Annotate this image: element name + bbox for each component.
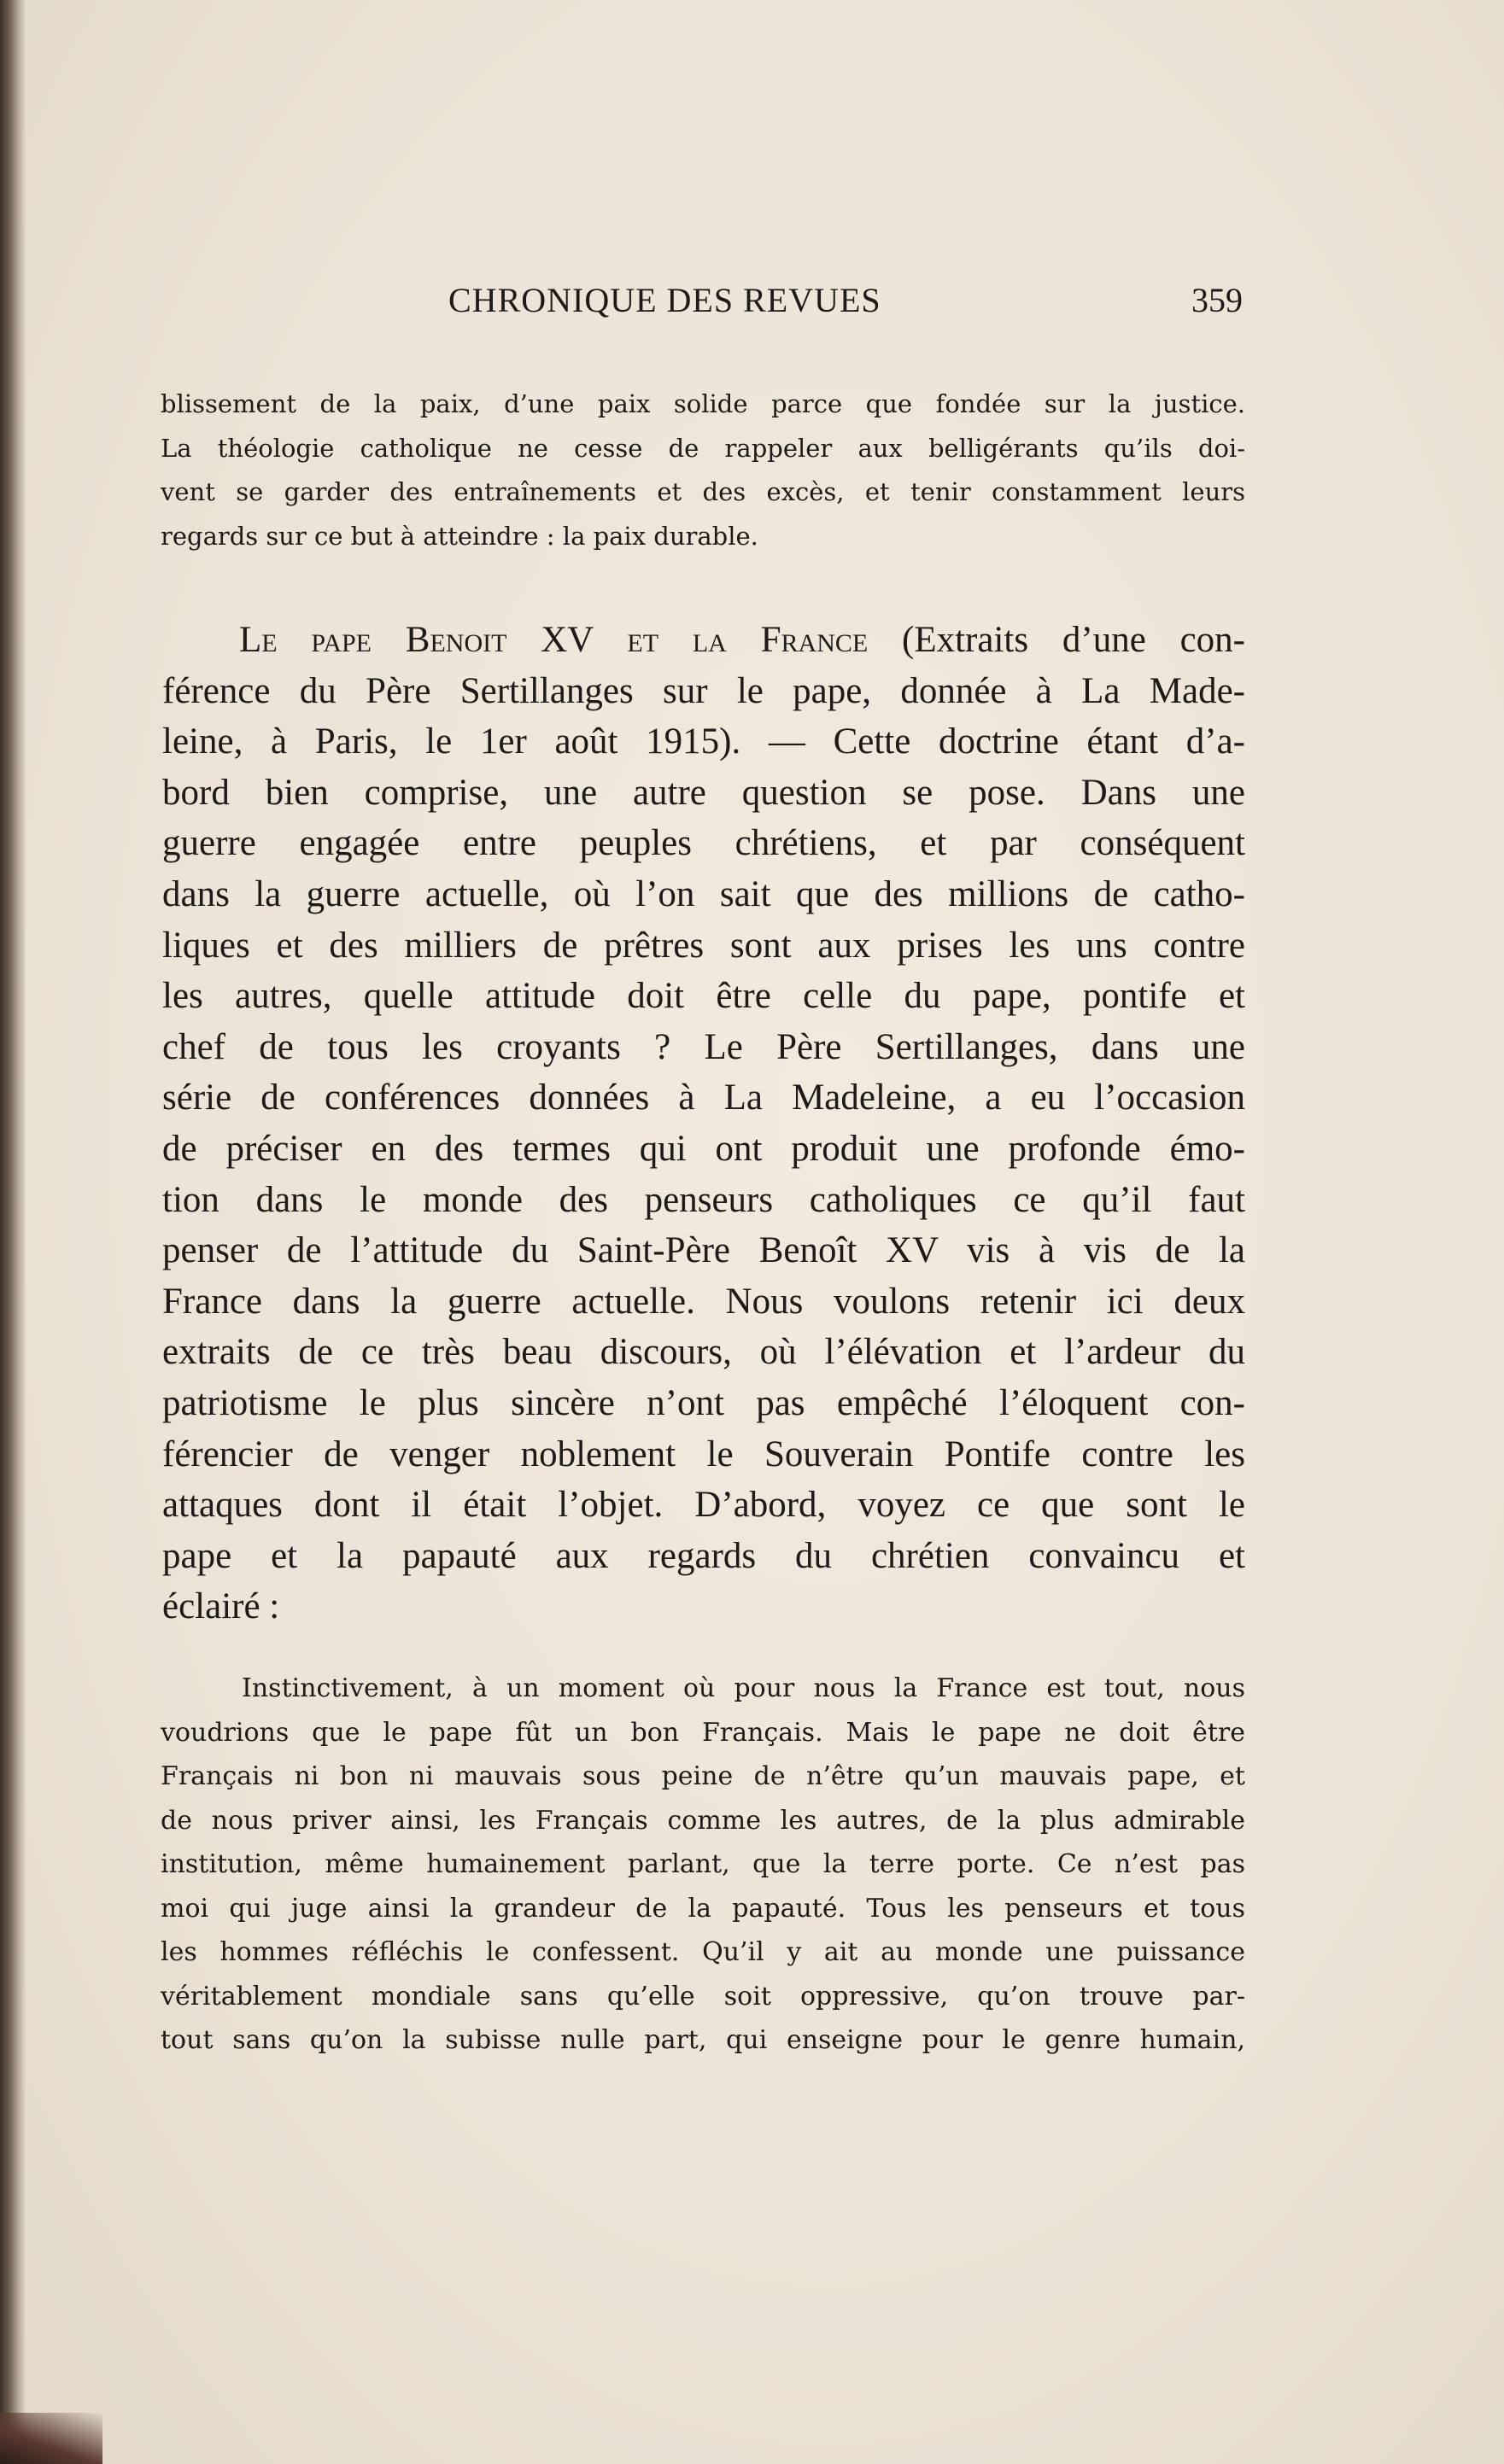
text-line: tout sans qu’on la subisse nulle part, qui enseigne pour le genre humain, [161,2025,1245,2055]
text-line: moi qui juge ainsi la grandeur de la papauté. Tous les penseurs et tous [161,1893,1245,1924]
text-line: penser de l’attitude du Saint-Père Benoît XV vis à vis de la [162,1230,1245,1271]
section-heading: Le pape Benoit XV et la France [239,620,869,660]
text-line: les autres, quelle attitude doit être celle du pape, pontife et [162,976,1245,1017]
text-line: pape et la papauté aux regards du chrétien convaincu et [162,1535,1245,1576]
text-line: férencier de venger noblement le Souverain Pontife contre les [162,1433,1245,1474]
running-head: CHRONIQUE DES REVUES [448,281,881,319]
text-line: dans la guerre actuelle, où l’on sait que des millions de catho- [162,873,1245,914]
page-corner-shadow [0,2413,102,2464]
text-line: série de conférences données à La Madeleine, a eu l’occasion [162,1077,1245,1118]
text-line: attaques dont il était l’objet. D’abord, voyez ce que sont le [162,1485,1245,1526]
text-line: voudrions que le pape fût un bon Français. Mais le pape ne doit être [161,1717,1245,1748]
text-line: France dans la guerre actuelle. Nous voulons retenir ici deux [162,1281,1245,1322]
text-line: Instinctivement, à un moment où pour nous la France est tout, nous [242,1673,1245,1703]
page-header [162,280,1243,323]
paragraph-first-line [162,615,1245,666]
text-line: La théologie catholique ne cesse de rappeler aux belligérants qu’ils doi- [161,433,1245,463]
paragraph-continued [161,382,1245,558]
text-line: extraits de ce très beau discours, où l’élévation et l’ardeur du [162,1332,1245,1373]
paragraph-benoit-xv [162,615,1245,1632]
text-line: de nous priver ainsi, les Français comme les autres, de la plus admirable [161,1805,1245,1836]
text-line: guerre engagée entre peuples chrétiens, et par conséquent [162,823,1245,864]
heading-continuation: (Extraits d’une con- [868,620,1245,660]
text-line: institution, même humainement parlant, que la terre porte. Ce n’est pas [161,1849,1245,1879]
text-line: leine, à Paris, le 1er août 1915). — Cette doctrine étant d’a- [162,721,1245,762]
text-line: férence du Père Sertillanges sur le pape, donnée à La Made- [162,670,1245,711]
text-line: de préciser en des termes qui ont produit une profonde émo- [162,1128,1245,1169]
text-line: les hommes réfléchis le confessent. Qu’il y ait au monde une puissance [161,1937,1245,1967]
text-line: liques et des milliers de prêtres sont aux prises les uns contre [162,925,1245,966]
text-line: éclairé : [162,1586,280,1627]
text-line: véritablement mondiale sans qu’elle soit oppressive, qu’on trouve par- [161,1981,1245,2011]
text-line: vent se garder des entraînements et des excès, et tenir constamment leurs [161,477,1245,506]
text-line: tion dans le monde des penseurs catholiques ce qu’il faut [162,1179,1245,1220]
text-line: chef de tous les croyants ? Le Père Sertillanges, dans une [162,1026,1245,1067]
text-line: regards sur ce but à atteindre : la paix durable. [161,521,758,551]
page-number: 359 [1191,281,1243,319]
text-line: Français ni bon ni mauvais sous peine de n’être qu’un mauvais pape, et [161,1761,1245,1791]
text-line: patriotisme le plus sincère n’ont pas empêché l’éloquent con- [162,1382,1245,1423]
text-line: blissement de la paix, d’une paix solide parce que fondée sur la justice. [161,389,1245,418]
block-quote [161,1667,1245,2063]
text-line: bord bien comprise, une autre question se pose. Dans une [162,772,1245,813]
book-spine-shadow [0,0,26,2464]
